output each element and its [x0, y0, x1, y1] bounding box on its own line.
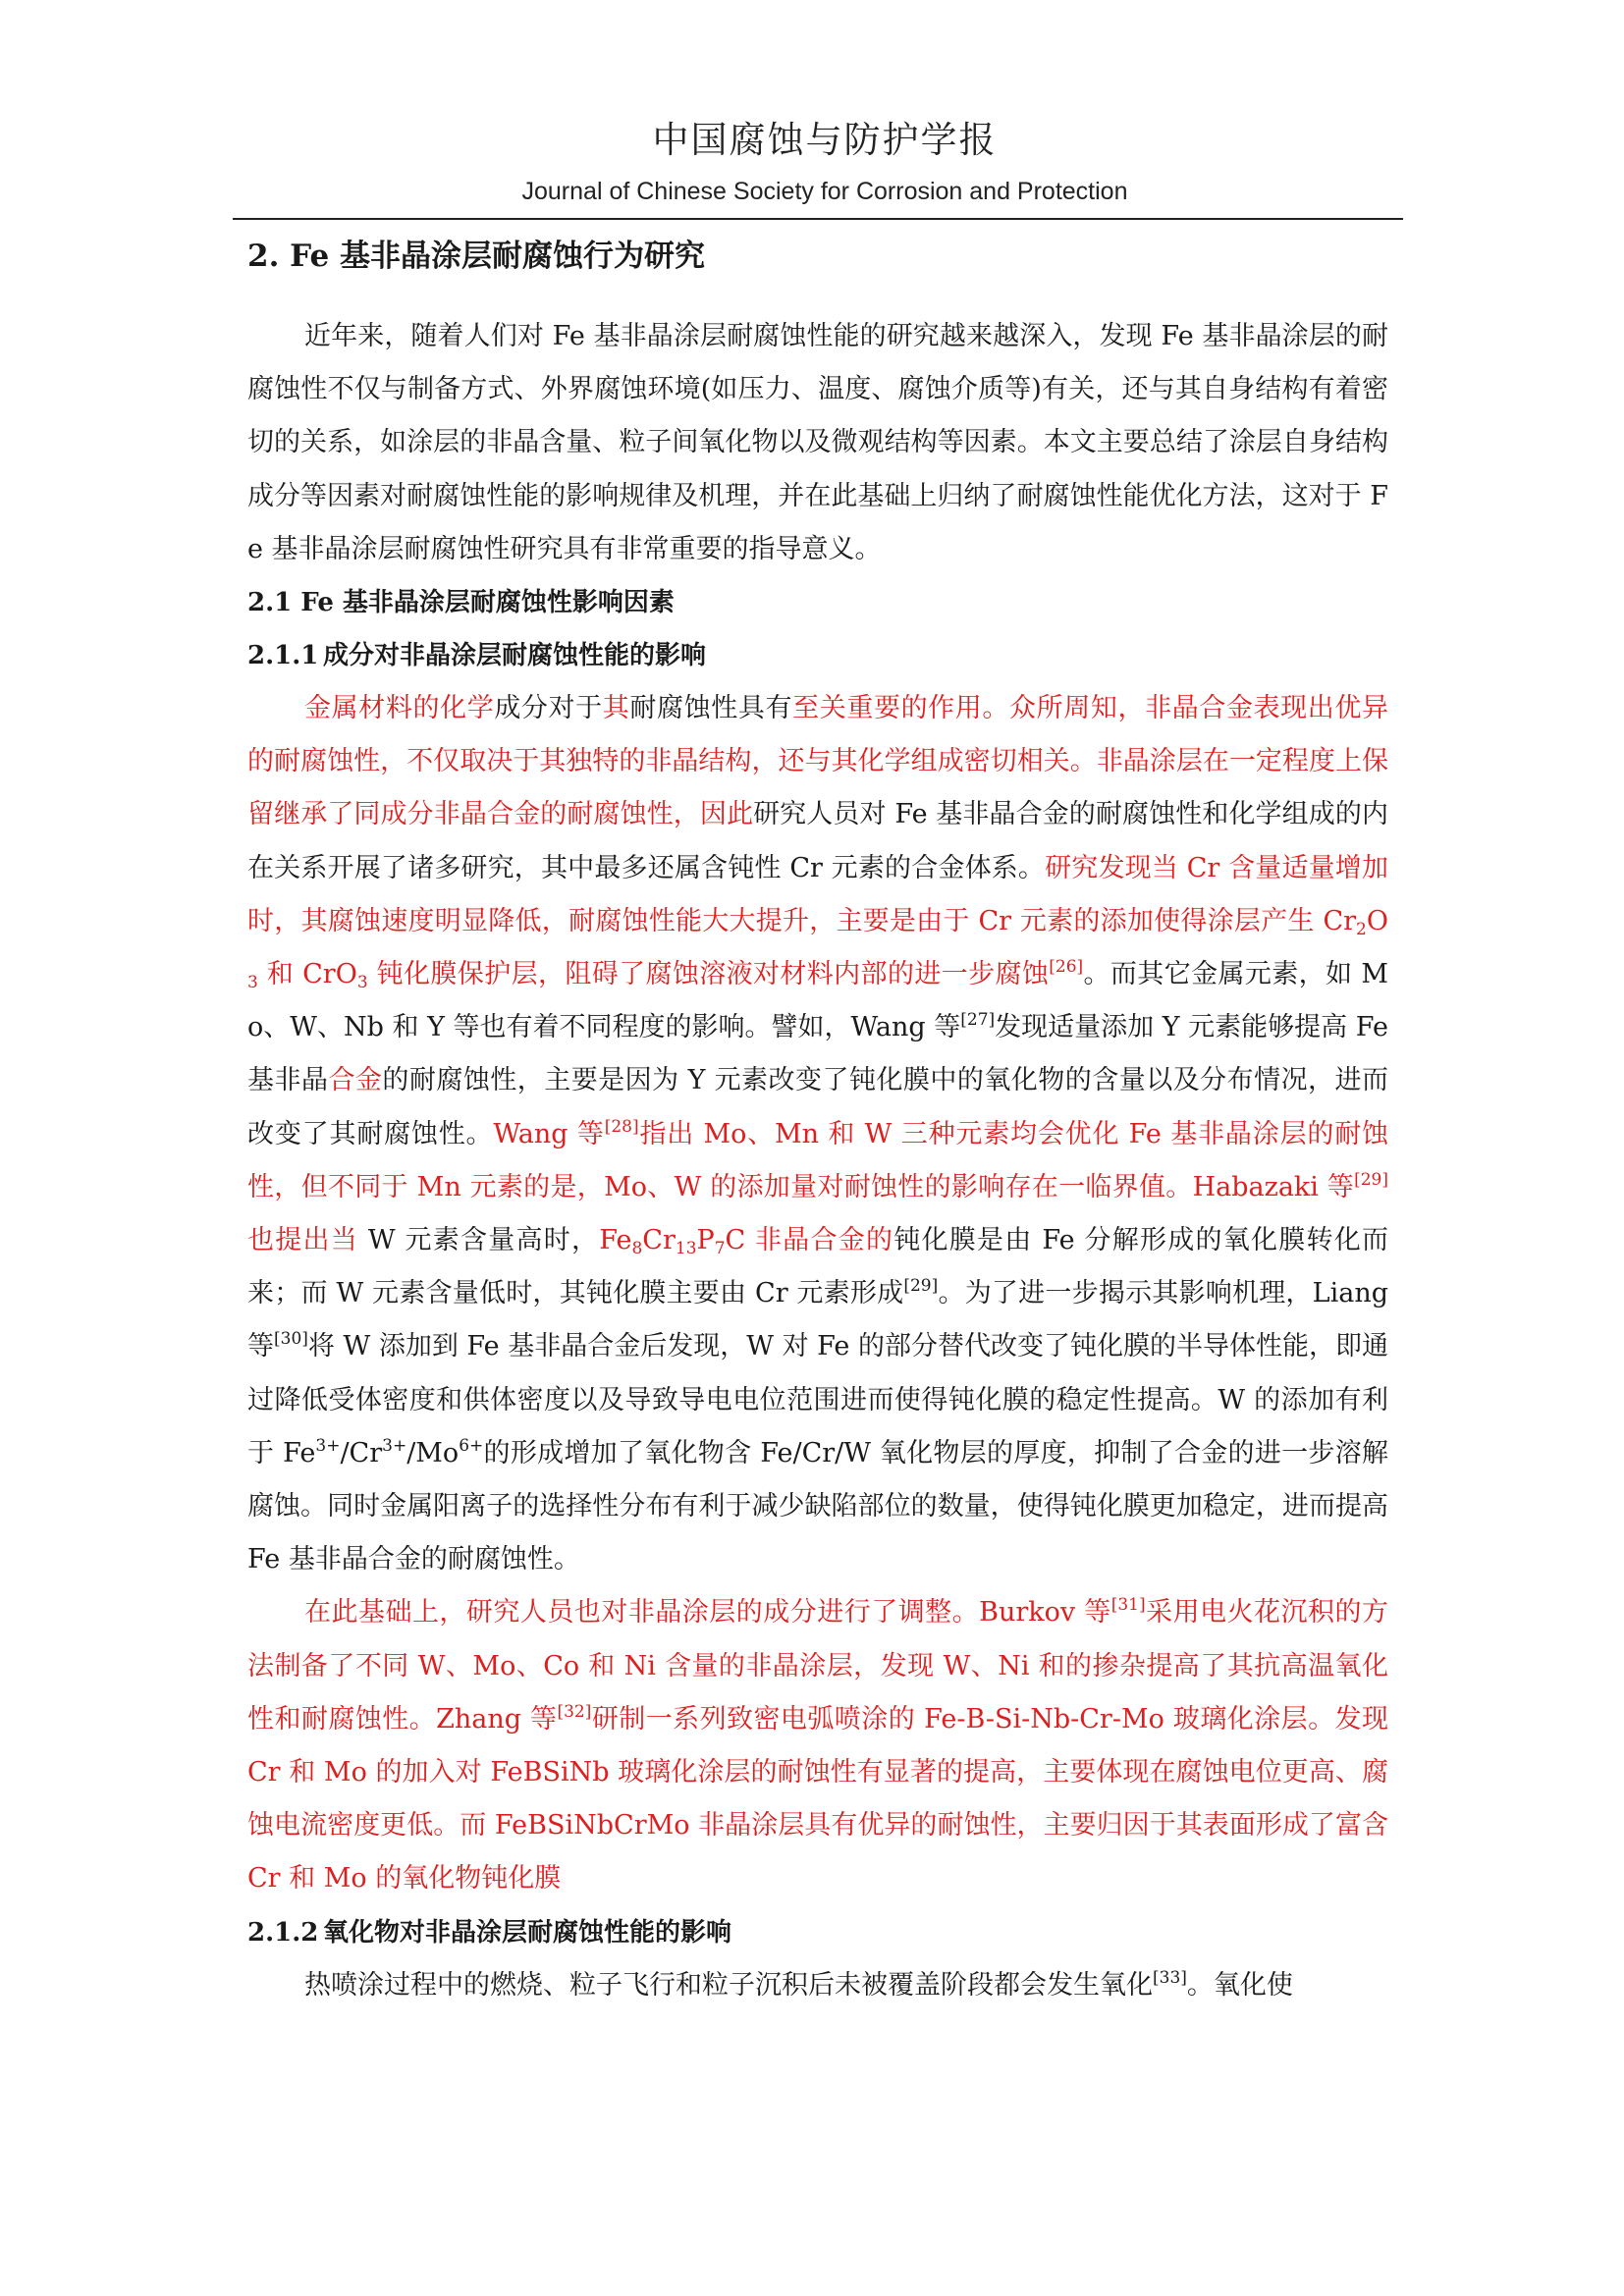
highlighted-text: 其 [602, 693, 630, 724]
heading-text: 成分对非晶涂层耐腐蚀性能的影响 [323, 641, 707, 671]
body-text: 发现适量添加 Y 元素能够提高 Fe 基非晶 [247, 1012, 1388, 1096]
text-run: Wang 等 [493, 1118, 605, 1149]
subsection-heading-2-1-1 [247, 629, 1388, 682]
composition-paragraph [247, 682, 1388, 1586]
citation-ref: [33] [1153, 1967, 1187, 1988]
text-run: 指出 Mo、Mn 和 W 三种元素均会优化 Fe 基非晶涂层的耐蚀性，但不同于 Mn 元素的是，Mo、W 的添加量对耐蚀性的影响存在一临界值。Habazaki 等 [247, 1118, 1389, 1202]
citation-ref: [26] [1049, 957, 1084, 978]
subscript: 3 [356, 973, 368, 993]
text-run: 和 CrO [257, 959, 357, 990]
citation-ref: [32] [557, 1701, 592, 1722]
subscript: 3 [247, 973, 258, 993]
subscript: 7 [714, 1239, 726, 1259]
body-text: 研究人员对 Fe 基非晶合金的耐腐蚀性和化学组成的内在关系开展了诸多研究，其中最多还属含钝性 Cr 元素的合金体系。 [247, 799, 1388, 883]
header-divider [233, 218, 1403, 220]
body-text: 热喷涂过程中的燃烧、粒子飞行和粒子沉积后未被覆盖阶段都会发生氧化 [304, 1969, 1153, 2001]
text-run: 也提出当 [247, 1225, 359, 1256]
section-heading: 2. Fe 基非晶涂层耐腐蚀行为研究 [247, 239, 705, 274]
citation-ref: [30] [274, 1329, 308, 1350]
journal-title-cn: 中国腐蚀与防护学报 [652, 119, 998, 161]
body-text: /Cr [340, 1437, 383, 1468]
subscript: 2 [1356, 919, 1367, 939]
subscript: 8 [631, 1239, 643, 1259]
body-text: 。氧化使 [1186, 1969, 1293, 2001]
body-text: W 元素含量高时， [358, 1225, 600, 1256]
subsection-heading-2-1: 2.1 Fe 基非晶涂层耐腐蚀性影响因素 [247, 588, 675, 618]
highlighted-text [599, 1225, 894, 1259]
body-text: 的形成增加了氧化物含 Fe/Cr/W 氧化物层的厚度，抑制了合金的进一步溶解腐蚀。同时金属阳离子的选择性分布有利于减少缺陷部位的数量，使得钝化膜更加稳定，进而提高 Fe 基非晶合金的耐腐蚀性。 [247, 1437, 1388, 1575]
composition-adjustment-paragraph [247, 1586, 1388, 1905]
citation-ref: [27] [960, 1010, 996, 1031]
superscript: 3+ [315, 1435, 341, 1456]
highlighted-text: 采用电火花沉积的方法制备了不同 W、Mo、Co 和 Ni 含量的非晶涂层，发现 W、Ni 和的掺杂提高了其抗高温氧化性和耐腐蚀性。Zhang 等 [247, 1597, 1388, 1735]
body-text: 耐腐蚀性具有 [629, 693, 793, 724]
body-text: 钝化膜是由 Fe 分解形成的氧化膜转化而来；而 W 元素含量低时，其钝化膜主要由 Cr 元素形成 [247, 1225, 1388, 1309]
superscript: 3+ [382, 1435, 407, 1456]
text-run: O [1366, 905, 1388, 936]
citation-ref: [29] [1354, 1169, 1388, 1190]
body-text: 。为了进一步揭示其影响机理，Liang 等 [247, 1278, 1388, 1362]
text-run: 研究发现当 Cr 含量适量增加时，其腐蚀速度明显降低，耐腐蚀性能大大提升，主要是由于 Cr 元素的添加使得涂层产生 Cr [247, 852, 1388, 936]
formula-run: P [696, 1225, 715, 1256]
formula-run: Cr [642, 1225, 676, 1256]
highlighted-text: 至关重要的作用。众所周知，非晶合金表现出优异的耐腐蚀性，不仅取决于其独特的非晶结构，还与其化学组成密切相关。非晶涂层在一定程度上保留继承了同成分非晶合金的耐腐蚀性，因此 [247, 693, 1389, 830]
citation-ref: [31] [1110, 1595, 1146, 1616]
body-text: 成分对于 [494, 693, 603, 724]
intro-paragraph: 近年来，随着人们对 Fe 基非晶涂层耐腐蚀性能的研究越来越深入，发现 Fe 基非晶涂层的耐腐蚀性不仅与制备方式、外界腐蚀环境(如压力、温度、腐蚀介质等)有关，还与其自身结构有着密切的关系，如涂层的非晶含量、粒子间氧化物以及微观结构等因素。本文主要总结了涂层自身结构成分等因素对耐腐蚀性能的影响规律及机理，并在此基础上归纳了耐腐蚀性能优化方法，这对于 Fe 基非晶涂层耐腐蚀性研究具有非常重要的指导意义。 [247, 321, 1388, 564]
heading-text: 氧化物对非晶涂层耐腐蚀性能的影响 [323, 1917, 732, 1948]
page-body [247, 228, 1388, 2012]
heading-number: 2.1.1 [247, 641, 319, 671]
text-run: 钝化膜保护层，阻碍了腐蚀溶液对材料内部的进一步腐蚀 [367, 959, 1050, 990]
subsection-heading-2-1-2 [247, 1906, 1388, 1959]
heading-number: 2.1.2 [247, 1917, 319, 1948]
formula-run: C 非晶合金的 [725, 1225, 894, 1256]
citation-ref: [28] [604, 1116, 639, 1137]
highlighted-text: 在此基础上，研究人员也对非晶涂层的成分进行了调整。Burkov 等 [304, 1597, 1111, 1629]
journal-title-en: Journal of Chinese Society for Corrosion and Protection [521, 178, 1128, 205]
highlighted-text: 研制一系列致密电弧喷涂的 Fe-B-Si-Nb-Cr-Mo 玻璃化涂层。发现 Cr 和 Mo 的加入对 FeBSiNb 玻璃化涂层的耐蚀性有显著的提高，主要体现在腐蚀电位更高、腐蚀电流密度更低。而 FeBSiNbCrMo 非晶涂层具有优异的耐蚀性，主要归因于其表面形成了富含 Cr 和 Mo 的氧化物钝化膜 [247, 1703, 1388, 1895]
highlighted-text: 金属材料的化学 [304, 693, 495, 724]
oxide-paragraph [247, 1959, 1388, 2012]
body-text: 将 W 添加到 Fe 基非晶合金后发现，W 对 Fe 的部分替代改变了钝化膜的半导体性能，即通过降低受体密度和供体密度以及导致导电电位范围进而使得钝化膜的稳定性提高。W 的添加有利于 Fe [247, 1331, 1389, 1468]
subscript: 13 [675, 1239, 697, 1259]
body-text: 的耐腐蚀性，主要是因为 Y 元素改变了钝化膜中的氧化物的含量以及分布情况，进而改变了其耐腐蚀性。 [247, 1065, 1388, 1149]
formula-run: Fe [599, 1225, 632, 1256]
superscript: 6+ [459, 1435, 484, 1456]
body-text: 。而其它金属元素，如 Mo、W、Nb 和 Y 等也有着不同程度的影响。譬如，Wang 等 [247, 959, 1388, 1043]
journal-header [245, 116, 1404, 208]
highlighted-text: 合金 [328, 1065, 383, 1096]
citation-ref: [29] [903, 1276, 939, 1297]
body-text: /Mo [406, 1437, 460, 1468]
